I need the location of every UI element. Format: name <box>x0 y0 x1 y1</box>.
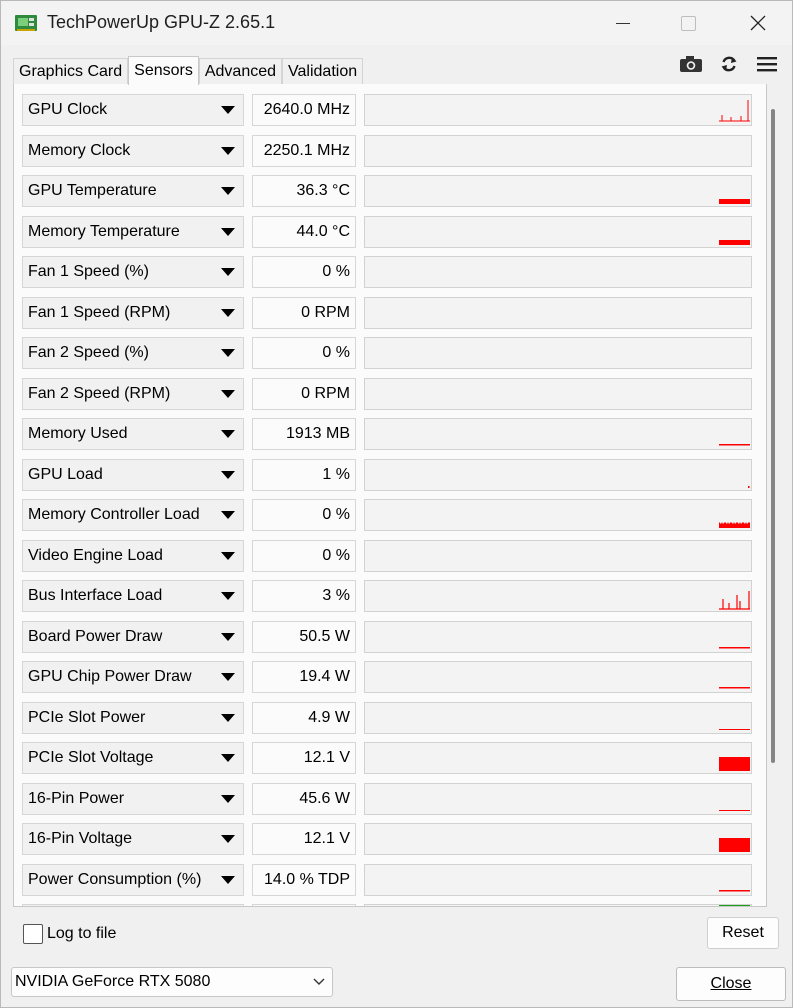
sensor-graph-plot <box>365 743 751 773</box>
close-button[interactable] <box>676 967 786 1001</box>
sensor-value: 19.4 W <box>299 668 350 685</box>
dropdown-arrow-icon <box>221 714 235 722</box>
sensor-name: Memory Used <box>28 425 128 442</box>
sensor-name-dropdown[interactable] <box>22 297 244 329</box>
camera-icon[interactable] <box>678 53 704 75</box>
sensor-name: Memory Temperature <box>28 222 180 240</box>
sensor-value-box <box>252 175 356 207</box>
close-icon <box>750 15 766 31</box>
sensor-row <box>22 216 754 248</box>
dropdown-arrow-icon <box>221 511 235 519</box>
dropdown-arrow-icon <box>221 147 235 155</box>
sensor-graph-plot <box>365 905 751 907</box>
sensor-name-dropdown[interactable] <box>22 94 244 126</box>
sensor-row <box>22 783 754 815</box>
sensor-value: 1913 MB <box>285 425 350 442</box>
dropdown-arrow-icon <box>221 228 235 236</box>
dropdown-arrow-icon <box>221 349 235 357</box>
sensor-row <box>22 94 754 126</box>
sensor-value: 2640.0 MHz <box>263 101 350 118</box>
sensor-graph-plot <box>365 824 751 854</box>
sensor-value-box <box>252 94 356 126</box>
sensor-graph <box>364 418 752 450</box>
sensor-name: Power Consumption (%) <box>28 870 202 888</box>
sensor-row <box>22 823 754 855</box>
sensor-graph-plot <box>365 662 751 692</box>
sensor-name-dropdown[interactable] <box>22 540 244 572</box>
sensor-value: 0 RPM <box>301 384 350 402</box>
sensor-graph <box>364 378 752 410</box>
sensor-value-box <box>252 256 356 288</box>
sensor-name-dropdown[interactable] <box>22 783 244 815</box>
gpu-select-value: NVIDIA GeForce RTX 5080 <box>15 973 211 990</box>
sensor-value-box <box>252 904 356 907</box>
sensor-name: Board Power Draw <box>28 627 163 645</box>
sensor-graph-plot <box>365 379 751 409</box>
sensor-name-dropdown[interactable] <box>22 661 244 693</box>
sensor-value-box <box>252 135 356 167</box>
sensor-graph <box>364 135 752 167</box>
sensor-value: 0 RPM <box>301 303 350 321</box>
dropdown-arrow-icon <box>221 673 235 681</box>
sensor-name: GPU Load <box>28 465 103 483</box>
log-to-file-checkbox[interactable] <box>23 924 43 944</box>
close-button-label: Close <box>710 975 752 992</box>
sensor-value-box <box>252 499 356 531</box>
window-title: TechPowerUp GPU-Z 2.65.1 <box>47 12 276 32</box>
sensor-name: Memory Controller Load <box>28 506 200 523</box>
sensor-row <box>22 540 754 572</box>
sensor-graph <box>364 297 752 329</box>
sensor-row <box>22 135 754 167</box>
sensor-row <box>22 175 754 207</box>
sensor-value: 0 % <box>322 263 350 280</box>
sensor-name: GPU Clock <box>28 101 108 118</box>
sensor-graph-plot <box>365 622 751 652</box>
sensor-name: Bus Interface Load <box>28 587 163 604</box>
dropdown-arrow-icon <box>221 754 235 762</box>
scrollbar[interactable] <box>771 109 775 763</box>
sensor-value-box <box>252 418 356 450</box>
sensor-value: 0 % <box>322 344 350 361</box>
sensor-graph <box>364 499 752 531</box>
sensor-name: Fan 1 Speed (%) <box>28 263 149 280</box>
tab-graphics-card[interactable]: Graphics Card <box>13 58 128 85</box>
sensor-value: 50.5 W <box>299 627 350 645</box>
sensor-graph <box>364 661 752 693</box>
sensor-row <box>22 864 754 896</box>
sensor-name-dropdown[interactable] <box>22 216 244 248</box>
sensor-graph-plot <box>365 460 751 490</box>
sensor-value: 1 % <box>322 465 350 483</box>
tab-advanced[interactable]: Advanced <box>199 58 282 85</box>
sensor-graph-plot <box>365 581 751 611</box>
sensor-name: Fan 2 Speed (RPM) <box>28 384 171 402</box>
sensor-graph <box>364 702 752 734</box>
dropdown-arrow-icon <box>221 592 235 600</box>
sensor-value-box <box>252 661 356 693</box>
sensor-value-box <box>252 337 356 369</box>
sensor-graph <box>364 256 752 288</box>
sensor-graph-plot <box>365 541 751 571</box>
sensor-value-box <box>252 459 356 491</box>
sensor-value-box <box>252 621 356 653</box>
dropdown-arrow-icon <box>221 471 235 479</box>
dropdown-arrow-icon <box>221 268 235 276</box>
sensor-value: 3 % <box>322 587 350 604</box>
sensor-graph-plot <box>365 784 751 814</box>
dropdown-arrow-icon <box>221 187 235 195</box>
sensor-graph <box>364 540 752 572</box>
sensor-value-box <box>252 540 356 572</box>
reset-button[interactable]: Reset <box>707 917 779 949</box>
sensor-row <box>22 418 754 450</box>
dropdown-arrow-icon <box>221 633 235 641</box>
sensor-graph-plot <box>365 703 751 733</box>
dropdown-arrow-icon <box>221 390 235 398</box>
sensor-value: 44.0 °C <box>296 222 350 240</box>
sensor-name-dropdown[interactable] <box>22 418 244 450</box>
sensor-graph <box>364 823 752 855</box>
sensor-name-dropdown[interactable] <box>22 378 244 410</box>
tab-bar <box>13 56 363 84</box>
sensors-panel <box>13 84 767 907</box>
sensor-row <box>22 459 754 491</box>
sensor-value-box <box>252 702 356 734</box>
sensor-row <box>22 337 754 369</box>
sensor-graph <box>364 742 752 774</box>
sensor-name-dropdown[interactable] <box>22 499 244 531</box>
dropdown-arrow-icon <box>221 106 235 114</box>
sensor-name-dropdown[interactable] <box>22 580 244 612</box>
sensor-value: 0 % <box>322 546 350 564</box>
sensor-value-box <box>252 378 356 410</box>
sensor-name: GPU Chip Power Draw <box>28 668 192 685</box>
sensor-value: 12.1 V <box>303 830 350 847</box>
dropdown-arrow-icon <box>221 430 235 438</box>
sensor-row <box>22 499 754 531</box>
sensor-row <box>22 621 754 653</box>
sensor-graph <box>364 94 752 126</box>
sensor-name-dropdown[interactable] <box>22 742 244 774</box>
sensor-row <box>22 256 754 288</box>
sensor-graph-plot <box>365 257 751 287</box>
sensor-value: 12.1 V <box>303 749 350 766</box>
title-bar <box>1 1 792 45</box>
sensor-name-dropdown[interactable] <box>22 864 244 896</box>
refresh-icon[interactable] <box>716 53 742 75</box>
sensor-value: 14.0 % TDP <box>264 870 350 888</box>
dropdown-arrow-icon <box>221 309 235 317</box>
sensor-name: PCIe Slot Voltage <box>28 749 154 766</box>
dropdown-arrow-icon <box>221 552 235 560</box>
sensor-row-partial <box>22 904 754 907</box>
sensor-value: 2250.1 MHz <box>263 141 350 159</box>
sensor-value-box <box>252 742 356 774</box>
sensor-graph-plot <box>365 865 751 895</box>
sensor-name-dropdown[interactable] <box>22 904 244 907</box>
sensor-row <box>22 297 754 329</box>
sensor-graph <box>364 904 752 907</box>
gpu-select[interactable] <box>11 967 333 997</box>
tab-sensors[interactable]: Sensors <box>128 56 199 85</box>
sensor-row <box>22 661 754 693</box>
sensor-name-dropdown[interactable] <box>22 823 244 855</box>
sensor-name-dropdown[interactable] <box>22 459 244 491</box>
app-icon <box>15 14 37 32</box>
sensor-graph-plot <box>365 95 751 125</box>
dropdown-arrow-icon <box>221 795 235 803</box>
sensor-graph <box>364 216 752 248</box>
sensor-graph <box>364 580 752 612</box>
sensor-name-dropdown[interactable] <box>22 175 244 207</box>
sensor-value-box <box>252 823 356 855</box>
sensor-name: 16-Pin Voltage <box>28 830 133 847</box>
sensor-graph <box>364 459 752 491</box>
tab-validation[interactable]: Validation <box>282 58 363 85</box>
sensor-value: 45.6 W <box>299 789 350 807</box>
sensor-row <box>22 742 754 774</box>
sensor-name-dropdown[interactable] <box>22 621 244 653</box>
sensor-graph <box>364 337 752 369</box>
sensor-value-box <box>252 783 356 815</box>
menu-icon[interactable] <box>754 53 780 75</box>
dropdown-arrow-icon <box>221 835 235 843</box>
sensor-name: 16-Pin Power <box>28 789 125 807</box>
sensor-row <box>22 580 754 612</box>
sensor-graph-plot <box>365 338 751 368</box>
sensor-graph-plot <box>365 217 751 247</box>
sensor-name-dropdown[interactable] <box>22 337 244 369</box>
sensor-value-box <box>252 580 356 612</box>
sensor-name-dropdown[interactable] <box>22 702 244 734</box>
sensor-name-dropdown[interactable] <box>22 135 244 167</box>
sensor-graph <box>364 175 752 207</box>
sensor-graph-plot <box>365 136 751 166</box>
sensor-name-dropdown[interactable] <box>22 256 244 288</box>
dropdown-arrow-icon <box>221 876 235 884</box>
minimize-button[interactable] <box>593 1 653 45</box>
sensor-value-box <box>252 216 356 248</box>
sensor-graph-plot <box>365 176 751 206</box>
sensor-value-box <box>252 864 356 896</box>
sensor-graph <box>364 783 752 815</box>
chevron-down-icon <box>312 974 326 988</box>
maximize-icon <box>681 16 696 31</box>
maximize-button[interactable] <box>658 1 718 45</box>
sensor-graph-plot <box>365 419 751 449</box>
sensor-graph-plot <box>365 500 751 530</box>
minimize-icon <box>616 23 630 24</box>
close-window-button[interactable] <box>728 1 788 45</box>
sensor-graph <box>364 864 752 896</box>
sensor-name: Fan 2 Speed (%) <box>28 344 149 361</box>
sensor-graph <box>364 621 752 653</box>
sensor-graph-plot <box>365 298 751 328</box>
sensor-row <box>22 702 754 734</box>
sensor-value: 0 % <box>322 506 350 523</box>
sensor-value: 36.3 °C <box>296 182 350 199</box>
sensor-row <box>22 378 754 410</box>
log-to-file-label: Log to file <box>47 925 117 942</box>
sensor-name: Memory Clock <box>28 141 131 159</box>
sensor-value-box <box>252 297 356 329</box>
sensor-name: GPU Temperature <box>28 182 157 199</box>
sensor-name: Video Engine Load <box>28 546 163 564</box>
sensor-value: 4.9 W <box>308 708 350 726</box>
sensor-name: PCIe Slot Power <box>28 708 146 726</box>
sensor-name: Fan 1 Speed (RPM) <box>28 303 171 321</box>
